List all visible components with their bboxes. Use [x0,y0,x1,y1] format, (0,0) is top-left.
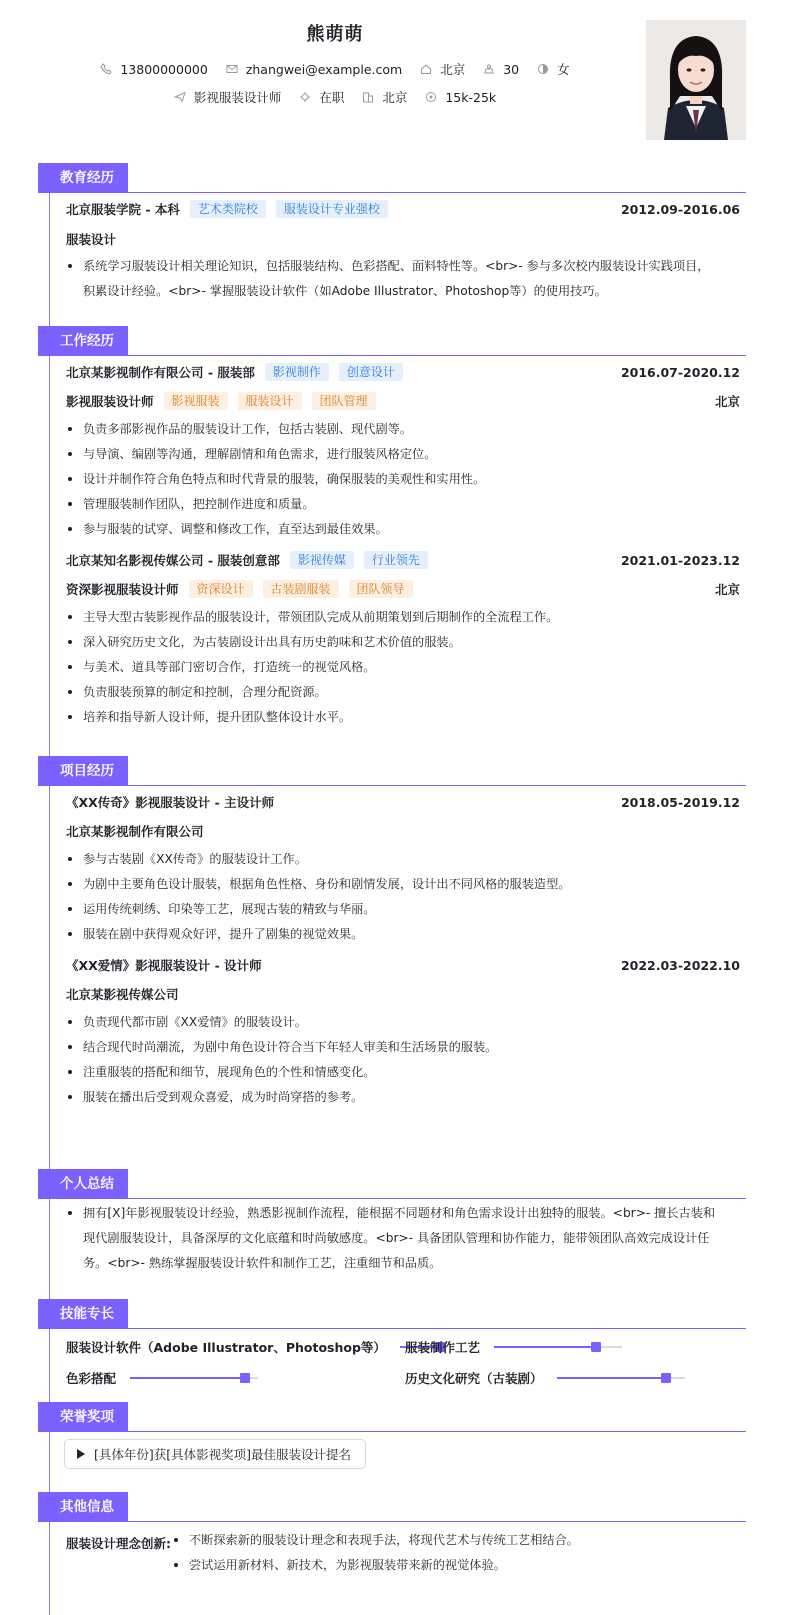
list-item: 系统学习服装设计相关理论知识，包括服装结构、色彩搭配、面料特性等。<br>- 参与多次校内服装设计实践项目，积累设计经验。<br>- 掌握服装设计软件（如Adobe Illustrator、Photoshop等）的使用技巧。 [66,254,720,304]
list-item: 负责多部影视作品的服装设计工作，包括古装剧、现代剧等。 [66,417,720,442]
skill-bar-fill [494,1346,596,1348]
other-label-row [66,1534,171,1552]
work-date: 2016.07-2020.12 [620,364,740,380]
project-name: 《XX爱情》影视服装设计 - 设计师 [66,958,262,973]
skill-bar-knob [661,1373,671,1383]
tag: 服装设计专业强校 [276,200,388,218]
work-company-row [66,551,740,569]
project-org: 北京某影视传媒公司 [66,987,179,1002]
list-item: 设计并制作符合角色特点和时代背景的服装，确保服装的美观性和实用性。 [66,467,720,492]
other-items [172,1528,774,1578]
company-name: 北京某影视制作有限公司 - 服装部 [66,365,255,380]
skills-header [38,1299,746,1329]
gender-icon [537,63,549,75]
send-icon [174,91,186,103]
skill-bar [557,1377,685,1379]
awards-section [38,1402,746,1442]
tag: 影视服装 [164,392,228,410]
skill-bar [130,1377,258,1379]
education-header [38,163,746,193]
project-org: 北京某影视制作有限公司 [66,824,204,839]
list-item: 为剧中主要角色设计服装，根据角色性格、身份和剧情发展，设计出不同风格的服装造型。 [66,872,720,897]
project-org-row [66,822,740,840]
skill-item [66,1369,258,1387]
tag: 团队领导 [349,580,413,598]
list-item: 负责现代都市剧《XX爱情》的服装设计。 [66,1010,720,1035]
list-item: 不断探索新的服装设计理念和表现手法，将现代艺术与传统工艺相结合。 [172,1528,774,1553]
list-item: 主导大型古装影视作品的服装设计，带领团队完成从前期策划到后期制作的全流程工作。 [66,605,720,630]
list-item: 尝试运用新材料、新技术，为影视服装带来新的视觉体验。 [172,1553,774,1578]
section-title: 技能专长 [38,1299,128,1329]
tag: 创意设计 [339,363,403,381]
gender-text: 女 [557,62,570,77]
section-title: 教育经历 [38,163,128,193]
skill-bar-fill [557,1377,666,1379]
location-item [420,60,465,78]
home-icon [420,63,432,75]
skill-bar-knob [240,1373,250,1383]
list-item: 参与服装的试穿、调整和修改工作，直至达到最佳效果。 [66,517,720,542]
company-name: 北京某知名影视传媒公司 - 服装创意部 [66,553,280,568]
award-text: [具体年份]获[具体影视奖项]最佳服装设计提名 [94,1447,352,1462]
skill-name: 色彩搭配 [66,1371,117,1386]
work-duties [66,417,720,542]
list-item: 负责服装预算的制定和控制，合理分配资源。 [66,680,720,705]
summary-section [38,1169,746,1279]
city-item [362,88,407,106]
work-company-row [66,363,740,381]
section-divider [38,785,746,786]
education-desc [66,254,720,304]
section-title: 项目经历 [38,756,128,786]
portrait-image [646,20,746,140]
major-name: 服装设计 [66,232,117,247]
contact-row [0,60,670,78]
section-title: 工作经历 [38,326,128,356]
skill-item [405,1338,622,1356]
skill-item [66,1338,445,1356]
work-date: 2021.01-2023.12 [620,552,740,568]
list-item: 管理服装制作团队，把控制作进度和质量。 [66,492,720,517]
tag: 行业领先 [364,551,428,569]
salary-icon [425,91,437,103]
work-header [38,326,746,356]
skill-bar [494,1346,622,1348]
tag: 艺术类院校 [190,200,266,218]
age-item [483,62,519,77]
skill-bar-knob [591,1342,601,1352]
section-divider [38,1328,746,1329]
age-icon [483,63,495,75]
education-section [38,163,746,303]
status-item [299,88,344,106]
mail-icon [226,63,238,75]
work-role-row [66,580,740,598]
work-section [38,326,746,746]
projects-section [38,756,746,1116]
skill-item [405,1369,685,1387]
section-divider [38,355,746,356]
list-item: 服装在剧中获得观众好评，提升了剧集的视觉效果。 [66,922,720,947]
location-text: 北京 [440,62,466,77]
section-divider [38,1198,746,1199]
skill-bar-fill [130,1377,245,1379]
project-date: 2022.03-2022.10 [620,957,740,973]
section-title: 荣誉奖项 [38,1402,128,1432]
email-address: zhangwei@example.com [245,61,403,77]
list-item: 参与古装剧《XX传奇》的服装设计工作。 [66,847,720,872]
summary-text [66,1201,720,1276]
salary-item [425,90,496,105]
education-date: 2012.09-2016.06 [620,201,740,217]
tag: 影视制作 [265,363,329,381]
list-item: 运用传统刺绣、印染等工艺，展现古装的精致与华丽。 [66,897,720,922]
project-name: 《XX传奇》影视服装设计 - 主设计师 [66,795,275,810]
tag: 服装设计 [238,392,302,410]
summary-header [38,1169,746,1199]
job-item [174,88,282,106]
role-name: 资深影视服装设计师 [66,582,179,597]
tag: 古装剧服装 [263,580,339,598]
list-item: 与美术、道具等部门密切合作，打造统一的视觉风格。 [66,655,720,680]
project-row [66,956,740,974]
project-row [66,793,740,811]
school-name: 北京服装学院 - 本科 [66,202,180,217]
section-divider [38,192,746,193]
list-item: 服装在播出后受到观众喜爱，成为时尚穿搭的参考。 [66,1085,720,1110]
gender-item [537,60,570,78]
section-divider [38,1521,746,1522]
skill-name: 服装制作工艺 [405,1340,481,1355]
status-text: 在职 [319,90,345,105]
tag: 影视传媒 [290,551,354,569]
project-date: 2018.05-2019.12 [620,794,740,810]
resume-header [0,0,794,150]
list-item: 深入研究历史文化，为古装剧设计出具有历史韵味和艺术价值的服装。 [66,630,720,655]
list-item: 注重服装的搭配和细节，展现角色的个性和情感变化。 [66,1060,720,1085]
section-title: 其他信息 [38,1492,128,1522]
list-item: 培养和指导新人设计师，提升团队整体设计水平。 [66,705,720,730]
tag: 团队管理 [312,392,376,410]
other-label: 服装设计理念创新: [66,1536,171,1551]
section-title: 个人总结 [38,1169,128,1199]
profile-photo [646,20,746,140]
salary-text: 15k-25k [445,89,497,105]
work-role-row [66,392,740,410]
work-city: 北京 [714,582,740,597]
awards-header [38,1402,746,1432]
projects-header [38,756,746,786]
section-divider [38,1431,746,1432]
award-item[interactable] [64,1439,366,1469]
phone-number: 13800000000 [120,61,208,77]
job-intent-row [0,88,670,106]
role-name: 影视服装设计师 [66,394,154,409]
other-header [38,1492,746,1522]
project-items [66,1010,720,1110]
age-text: 30 [503,61,520,77]
list-item: 结合现代时尚潮流，为剧中角色设计符合当下年轻人审美和生活场景的服装。 [66,1035,720,1060]
candidate-name: 熊萌萌 [306,24,364,45]
skill-name: 服装设计软件（Adobe Illustrator、Photoshop等） [66,1340,386,1355]
city-text: 北京 [382,90,408,105]
project-org-row [66,985,740,1003]
status-icon [299,91,311,103]
work-duties [66,605,720,730]
project-items [66,847,720,947]
building-icon [362,91,374,103]
work-city: 北京 [714,394,740,409]
education-row [66,200,740,218]
list-item: 与导演、编剧等沟通，理解剧情和角色需求，进行服装风格定位。 [66,442,720,467]
skill-name: 历史文化研究（古装剧） [405,1371,543,1386]
tag: 资深设计 [189,580,253,598]
list-item: 拥有[X]年影视服装设计经验，熟悉影视制作流程，能根据不同题材和角色需求设计出独特的服装。<br>- 擅长古装和现代剧服装设计，具备深厚的文化底蕴和时尚敏感度。<br>- 具备团队管理和协作能力，能带领团队高效完成设计任务。<br>- 熟练掌握服装设计软件和制作工艺，注重细节和品质。 [66,1201,720,1276]
major-row [66,230,740,248]
job-title: 影视服装设计师 [193,90,282,105]
phone-item [100,62,207,77]
play-icon [77,1449,85,1459]
phone-icon [100,63,112,75]
email-item [226,62,402,77]
